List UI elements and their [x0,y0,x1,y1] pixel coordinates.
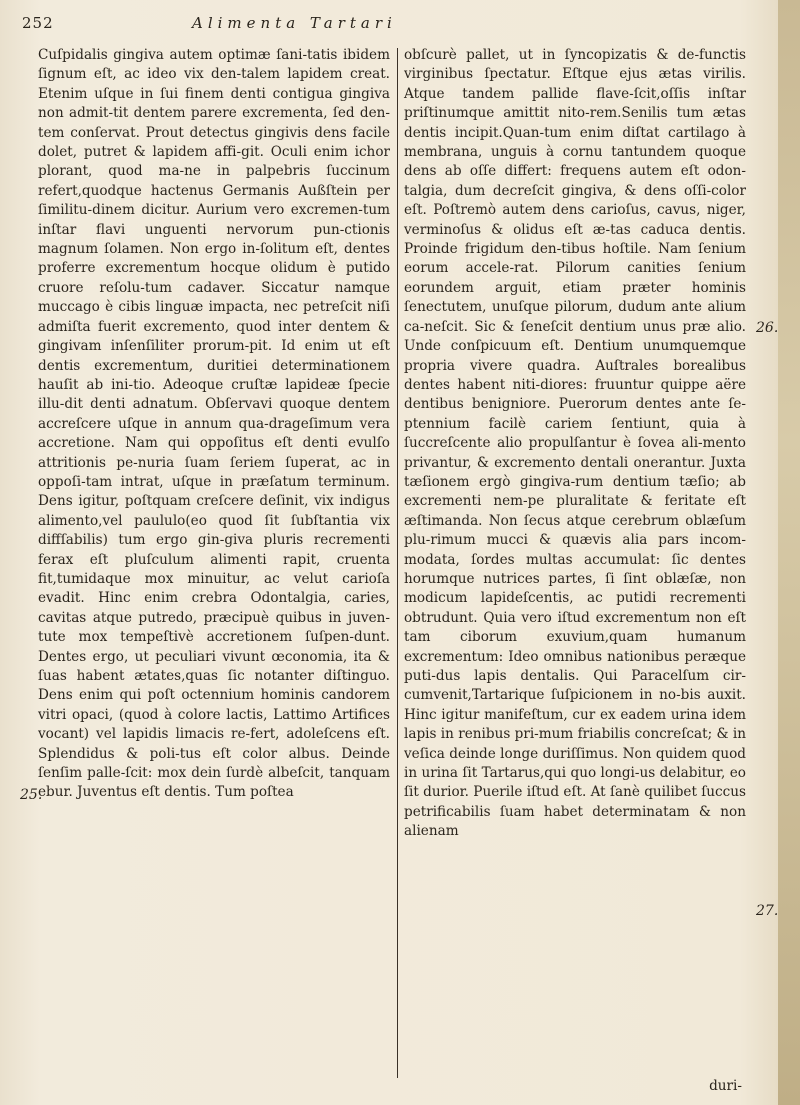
running-title: Alimenta Tartari [192,14,397,32]
catchword: duri- [709,1078,742,1094]
left-column [38,46,390,803]
page-edge [778,0,800,1105]
right-column-text: obſcurè pallet, ut in ſyncopizatis & de-functis virginibus ſpectatur. Eſtque ejus ætas virilis. Atque tandem pallide flave-ſcit,oſſis inſtar priſtinumque amittit nito-rem.Senilis tum ætas dentis incipit.Quan-tum enim diſtat cartilago à membrana, unguis à cornu tantundem quoque dens ab oſſe differt: frequens autem eſt odon-talgia, dum decreſcit gingiva, & dens oſſi-color eſt. Poſtremò autem dens carioſus, cavus, niger, verminoſus & olidus eſt æ-tas caduca dentis. Proinde frigidum den-tibus hoſtile. Nam ſenium eorum accele-rat. Pilorum canities ſenium eorundem arguit, etiam præter hominis ſenectutem, unuſque pilorum, dudum ante alium ca-neſcit. Sic & ſeneſcit dentium unus præ alio. Unde conſpicuum eſt. Dentium unumquemque propria vivere quadra. Auſtrales borealibus dentes habent niti-diores: fruuntur quippe aëre dentibus benigniore. Puerorum dentes ante ſe-ptennium facilè cariem ſentiunt, quia à ſuccreſcente alio propulſantur è ſovea ali-mento privantur, & excremento dentali onerantur. Juxta tæſionem ergò gingiva-rum dentium tæſio; ab excrementi nem-pe pluralitate & feritate eſt æſtimanda. Non ſecus atque cerebrum oblæſum plu-rimum mucci & quævis alia pars incom-modata, ſordes multas accumulat: ſic dentes horumque nutrices partes, ſi ſint oblæſæ, non modicum lapideſcentis, ac putidi recrementi obtrudunt. Quia vero iſtud excrementum non eſt tam ciborum exuvium,quam humanum excrementum: Ideo omnibus nationibus peræque puti-dus lapis dentalis. Qui Paracelſum cir-cumvenit,Tartarique ſuſpicionem in no-bis auxit. Hinc igitur manifeſtum, cur ex eadem urina idem lapis in renibus pri-mum friabilis concreſcat; & in veſica deinde longe duriſſimus. Non quidem quod in urina ſit Tartarus,qui quo longi-us delabitur, eo ſit durior. Puerile iſtud eſt. At ſanè quilibet ſuccus petrificabilis ſuam habet determinatam & non alienam [404,47,746,840]
column-divider [397,48,398,1078]
margin-note-26: 26. [756,320,779,336]
running-head [22,14,760,40]
left-column-text: Cuſpidalis gingiva autem optimæ ſani-tatis ibidem ſignum eſt, ac ideo vix den-talem lapidem creat. Etenim uſque in ſui finem denti contigua gingiva non admit-tit dentem parere excrementa, ſed den-tem conſervat. Prout detectus gingivis dens facile dolet, putret & lapidem affi-git. Oculi enim ichor plorant, quod ma-ne in palpebris ſuccinum refert,quodque hactenus Germanis Außſtein per ſimilitu-dinem dicitur. Aurium vero excremen-tum inſtar flavi unguenti nervorum pun-ctionis magnum ſolamen. Non ergo in-ſolitum eſt, dentes proferre excrementum hocque olidum è putido cruore reſolu-tum cadaver. Siccatur namque muccago è cibis linguæ impacta, nec petreſcit niſi admiſta fuerit excremento, quod inter dentem & gingivam inſenſiliter prorum-pit. Id enim ut eſt dentis excrementum, duritiei determinationem hauſit ab ini-tio. Adeoque cruſtæ lapideæ ſpecie illu-dit denti adnatum. Obſervavi quoque dentem accreſcere uſque in annum qua-drageſimum vera accretione. Nam qui oppoſitus eſt denti evulſo attritionis pe-nuria ſuam ſeriem ſuperat, ac in oppoſi-tam intrat, uſque in præſatum terminum. Dens igitur, poſtquam creſcere deſinit, vix indigus alimento,vel paululo(eo quod ſit ſubſtantia vix diffſabilis) tum ergo gin-giva pluris recrementi ferax eſt pluſculum alimenti rapit, cruenta fit,tumidaque mox minuitur, ac velut carioſa evadit. Hinc enim crebra Odontalgia, caries, cavitas atque putredo, præcipuè quibus in juven-tute mox tempeſtivè accretionem ſuſpen-dunt. Dentes ergo, ut peculiari vivunt œconomia, ita & ſuas habent ætates,quas ſic notanter diſtinguo. Dens enim qui poſt octennium hominis candorem vitri opaci, (quod à colore lactis, Lattimo Artifices vocant) vel lapidis limacis re-fert, adoleſcens eſt. Splendidus & poli-tus eſt color albus. Deinde ſenſim palle-ſcit: mox dein ſurdè albeſcit, tanquam ebur. Juventus eſt dentis. Tum poſtea [38,47,390,801]
margin-note-27: 27. [756,903,779,919]
margin-note-25: 25. [20,787,43,803]
right-column [404,46,746,842]
page-number: 252 [22,14,54,32]
